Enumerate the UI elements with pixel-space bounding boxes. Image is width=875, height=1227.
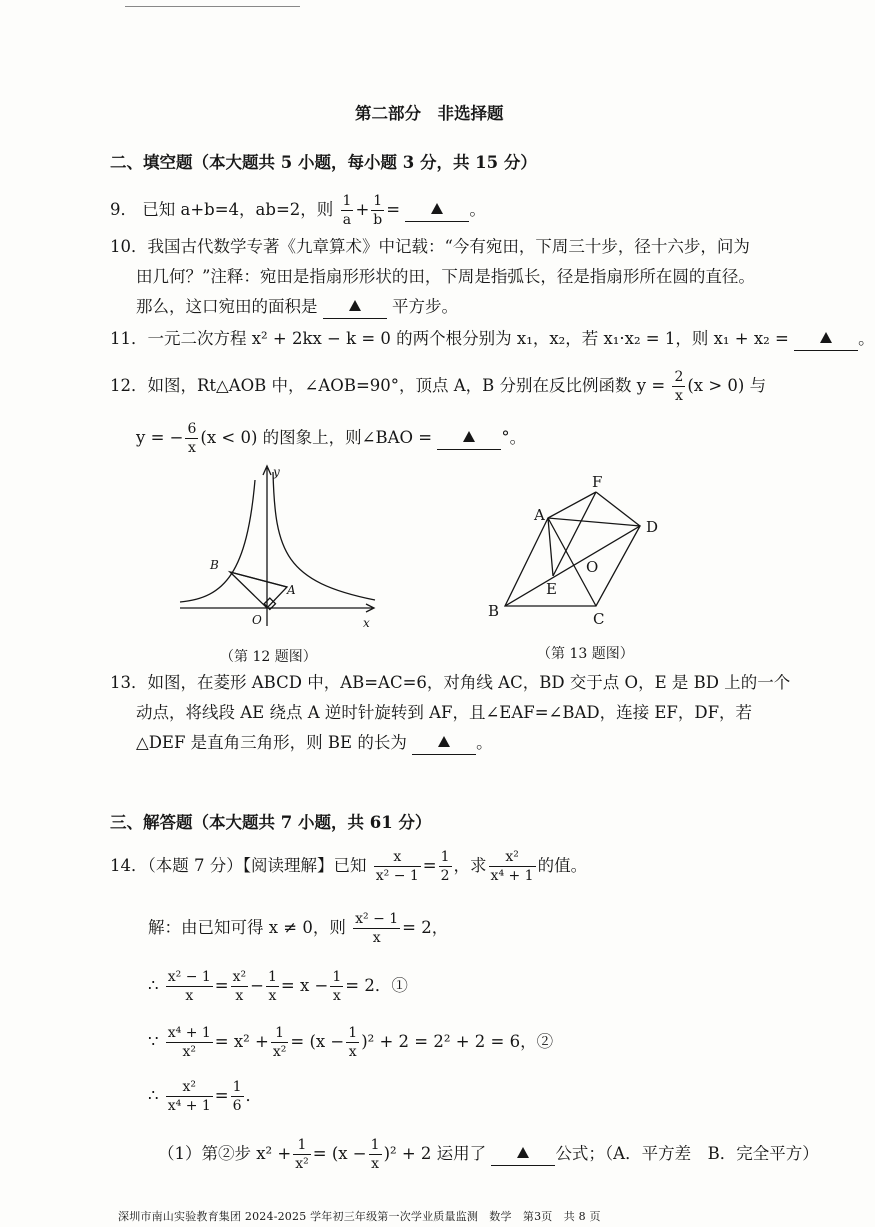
figure-12 <box>175 462 385 632</box>
solution-step-1: ∴ $\frac{\text{x² − 1}}{x}$ = $\frac{\text{x²}}{x}$ − $\frac{1}{x}$ = x − $\frac{1}{x}$ = 2．① <box>148 969 408 1004</box>
curve-left <box>180 480 255 602</box>
question-13 <box>110 672 790 694</box>
question-number: 13． <box>110 673 148 692</box>
answer-blank[interactable] <box>412 732 476 755</box>
label-a: A <box>534 506 545 524</box>
fraction: $\frac{\text{x² − 1}}{x}$ <box>355 911 399 946</box>
question-text: 如图，在菱形 ABCD 中，AB=AC=6，对角线 AC，BD 交于点 O，E 是 BD 上的一个 <box>147 673 791 692</box>
question-13-line3: △DEF 是直角三角形，则 BE 的长为 。 <box>136 732 493 755</box>
triangle-icon <box>431 203 443 214</box>
label-x: x <box>363 616 370 630</box>
label-f: F <box>592 473 603 491</box>
solution-intro: 解：由已知可得 x ≠ 0，则 $\frac{\text{x² − 1}}{x}$ = 2， <box>148 911 449 946</box>
answer-blank[interactable] <box>323 296 387 319</box>
fraction: $\frac{2}{x}$ <box>674 369 684 404</box>
question-text: （本题 7 分）【阅读理解】已知 <box>147 856 367 875</box>
fraction: $\frac{x}{\text{x² − 1}}$ <box>375 849 419 884</box>
answer-blank[interactable] <box>491 1143 555 1166</box>
label-b: B <box>488 602 500 620</box>
answer-blank[interactable] <box>437 427 501 450</box>
question-10-line3: 那么，这口宛田的面积是 平方步。 <box>136 296 458 319</box>
solution-step-2: ∵ $\frac{\text{x⁴ + 1}}{\text{x²}}$ = x² + $\frac{1}{\text{x²}}$ = (x − $\frac{1}{x}$ )² + 2 = 2² + 2 = 6，② <box>148 1025 554 1060</box>
triangle-icon <box>463 431 475 442</box>
question-10-line2: 田几何？”注释：宛田是指扇形形状的田，下周是指弧长，径是指扇形所在圆的直径。 <box>136 267 755 286</box>
label-y: y <box>273 465 280 479</box>
triangle-icon <box>820 332 832 343</box>
question-12: 12．如图，Rt△AOB 中，∠AOB=90°，顶点 A，B 分别在反比例函数 y = $\frac{2}{x}$ (x > 0) 与 <box>110 369 767 404</box>
question-13-line2: 动点，将线段 AE 绕点 A 逆时针旋转到 AF，且∠EAF=∠BAD，连接 EF，DF，若 <box>136 703 753 722</box>
page-footer: 深圳市南山实验教育集团 2024-2025 学年初三年级第一次学业质量监测 数学 第3页 共 8 页 <box>118 1210 601 1223</box>
fraction: $\frac{\text{x²}}{\text{x⁴ + 1}}$ <box>490 849 534 884</box>
question-text: 一元二次方程 x² + 2kx − k = 0 的两个根分别为 x₁，x₂，若 x₁·x₂ = 1，则 x₁ + x₂ = <box>147 329 789 348</box>
solution-step-3: ∴ $\frac{\text{x²}}{\text{x⁴ + 1}}$ = $\frac{1}{6}$ ． <box>148 1079 263 1114</box>
part3-heading: 三、解答题（本大题共 7 小题，共 61 分） <box>110 813 432 832</box>
part2-heading: 二、填空题（本大题共 5 小题，每小题 3 分，共 15 分） <box>110 153 537 172</box>
question-9: 9． 已知 a+b=4，ab=2，则 $\frac{1}{a}$ + $\frac{1}{b}$ = 。 <box>110 193 486 228</box>
label-b: B <box>210 558 219 572</box>
label-o: O <box>586 558 599 576</box>
fraction: $\frac{6}{x}$ <box>187 421 197 456</box>
question-text: 我国古代数学专著《九章算术》中记载：“今有宛田，下周三十步，径十六步，问为 <box>147 237 750 256</box>
question-text: 如图，Rt△AOB 中，∠AOB=90°，顶点 A，B 分别在反比例函数 y = <box>147 376 666 395</box>
fraction: $\frac{1}{b}$ <box>373 193 383 228</box>
label-o: O <box>252 613 262 627</box>
label-c: C <box>593 610 605 628</box>
question-text: 已知 a+b=4，ab=2，则 <box>142 200 334 219</box>
question-10 <box>110 236 750 258</box>
answer-blank[interactable] <box>794 328 858 351</box>
triangle-aob <box>230 572 287 608</box>
question-11: 11．一元二次方程 x² + 2kx − k = 0 的两个根分别为 x₁，x₂，若 x₁·x₂ = 1，则 x₁ + x₂ = 。 <box>110 328 875 351</box>
top-rule <box>125 6 300 7</box>
answer-blank[interactable] <box>405 199 469 222</box>
sub-question-1: （1）第②步 x² + $\frac{1}{\text{x²}}$ = (x − $\frac{1}{x}$ )² + 2 运用了 公式；（A．平方差 B．完全平方） <box>158 1137 819 1172</box>
fraction: $\frac{1}{a}$ <box>342 193 352 228</box>
figure-13 <box>480 468 680 628</box>
label-d: D <box>646 518 659 536</box>
label-a: A <box>287 583 296 597</box>
section-title: 第二部分 非选择题 <box>355 104 504 123</box>
question-number: 9． <box>110 200 137 219</box>
triangle-icon <box>517 1147 529 1158</box>
figure-13-caption: （第 13 题图） <box>537 646 634 662</box>
question-12-line2: y = − $\frac{6}{x}$ (x < 0) 的图象上，则∠BAO = °。 <box>136 421 527 456</box>
question-number: 11． <box>110 329 148 348</box>
question-number: 12． <box>110 376 148 395</box>
question-14: 14．（本题 7 分）【阅读理解】已知 $\frac{x}{\text{x² − 1}}$ = $\frac{1}{2}$ ，求 $\frac{\text{x²}}{\text{x⁴ + 1}}$ 的值。 <box>110 849 588 884</box>
curve-right <box>273 472 375 600</box>
triangle-icon <box>438 736 450 747</box>
question-number: 10． <box>110 237 148 256</box>
label-e: E <box>546 580 557 598</box>
question-number: 14． <box>110 856 148 875</box>
segment-df <box>596 492 640 526</box>
fraction: $\frac{1}{2}$ <box>440 849 450 884</box>
figure-12-caption: （第 12 题图） <box>220 649 317 665</box>
triangle-icon <box>349 300 361 311</box>
